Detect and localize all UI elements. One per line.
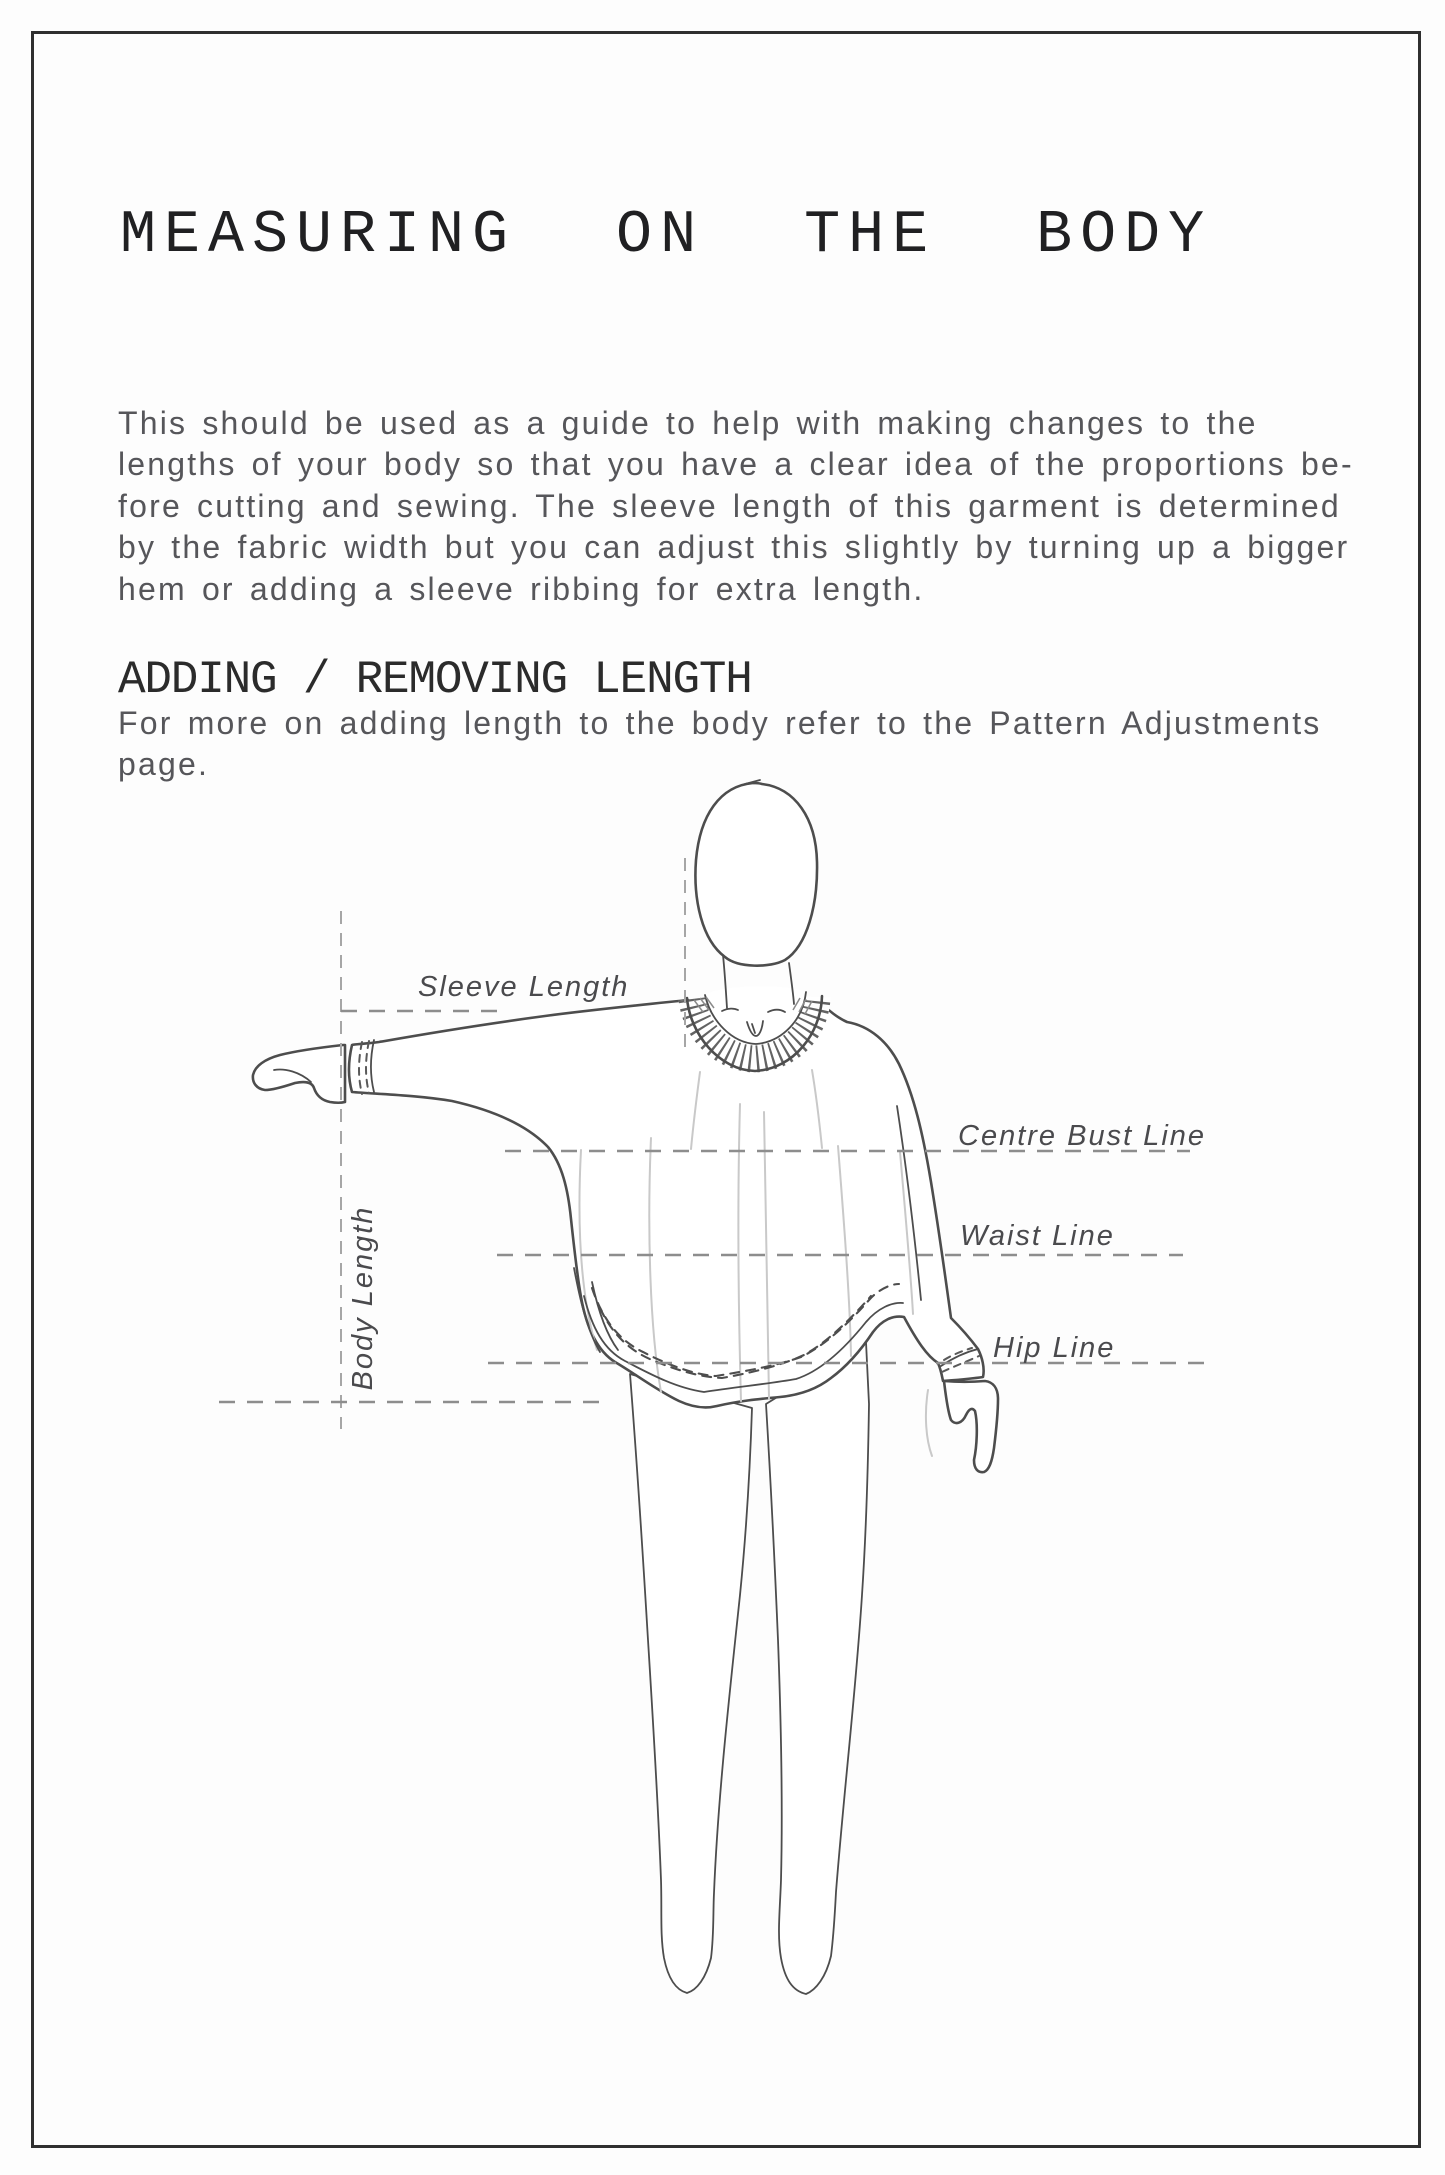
section-line: For more on adding length to the body refer to the Pattern Adjustments bbox=[118, 705, 1322, 741]
intro-line: hem or adding a sleeve ribbing for extra length. bbox=[118, 570, 925, 607]
intro-line: fore cutting and sewing. The sleeve length of this garment is determined bbox=[118, 487, 1341, 524]
right-hand bbox=[944, 1381, 998, 1472]
right-leg bbox=[766, 1342, 869, 1994]
intro-line: This should be used as a guide to help with making changes to the bbox=[118, 405, 1258, 441]
left-hand bbox=[253, 1045, 345, 1103]
waist-line-label: Waist Line bbox=[960, 1220, 1115, 1252]
head bbox=[695, 780, 817, 966]
intro-line: by the fabric width but you can adjust this slightly by turning up a bigger bbox=[118, 529, 1350, 566]
intro-line: lengths of your body so that you have a clear idea of the proportions be- bbox=[118, 446, 1354, 483]
body-length-label: Body Length bbox=[347, 1205, 379, 1391]
left-leg bbox=[630, 1374, 752, 1993]
hip-line-label: Hip Line bbox=[993, 1332, 1116, 1364]
section-heading: ADDING / REMOVING LENGTH bbox=[118, 654, 752, 706]
centre-bust-line-label: Centre Bust Line bbox=[958, 1120, 1207, 1152]
page-title: MEASURING ON THE BODY bbox=[120, 202, 1213, 270]
sweater-body bbox=[349, 1000, 984, 1407]
sleeve-length-label: Sleeve Length bbox=[418, 971, 630, 1003]
section-line: page. bbox=[118, 746, 210, 783]
